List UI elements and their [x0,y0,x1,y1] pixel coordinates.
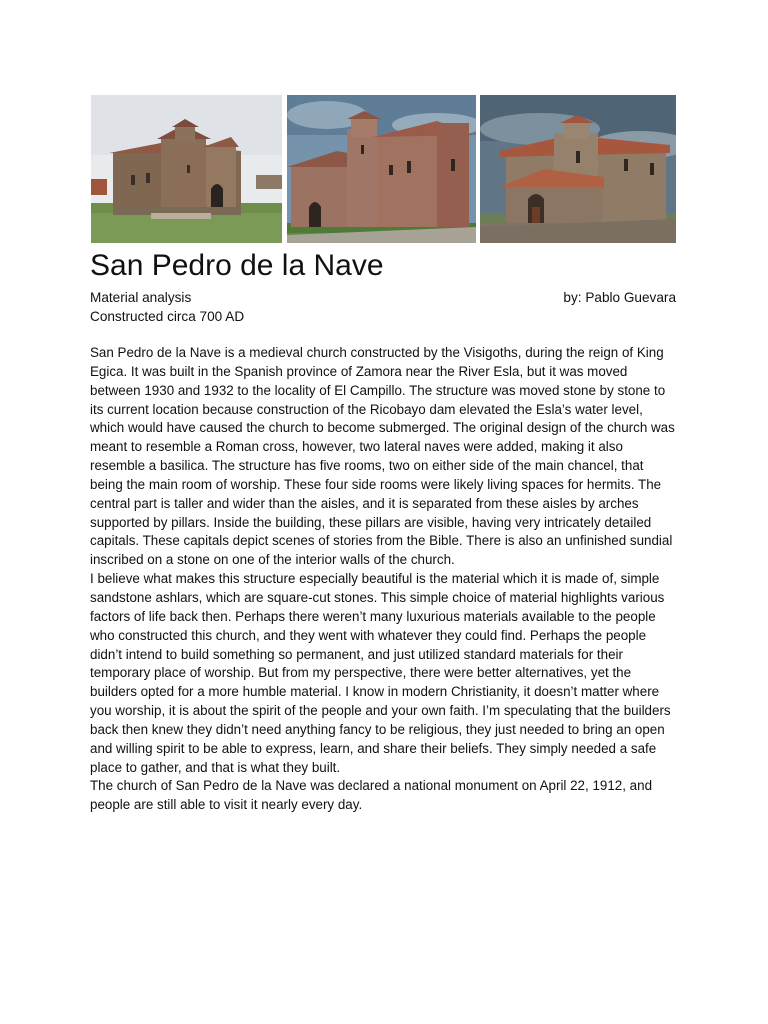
author-byline: by: Pablo Guevara [563,290,676,305]
photo-strip [91,95,676,243]
page-title: San Pedro de la Nave [90,249,384,282]
construction-date: Constructed circa 700 AD [90,308,245,324]
church-photo-2 [287,95,476,243]
meta-row [90,289,676,308]
paragraph-history: San Pedro de la Nave is a medieval church constructed by the Visigoths, during the reign of King Egica. It was built in the Spanish province of Zamora near the River Esla, but it was moved between 1930 and 1932 to the locality of El Campillo. The structure was moved stone by stone to its current location because construction of the Ricobayo dam elevated the Esla’s water level, which would have caused the church to become submerged. The original design of the church was meant to resemble a Roman cross, however, two lateral naves were added, making it also resemble a basilica. The structure has five rooms, two on either side of the main chancel, that being the main room of worship. These four side rooms were likely living spaces for hermits. The central part is taller and wider than the aisles, and it is separated from these aisles by arches supported by pillars. Inside the building, these pillars are visible, having very intricately detailed capitals. These capitals depict scenes of stories from the Bible. There is also an unfinished sundial inscribed on a stone on one of the interior walls of the church. [90,345,675,568]
church-photo-1 [91,95,282,243]
paragraph-material: I believe what makes this structure especially beautiful is the material which it is made of, simple sandstone ashlars, which are square-cut stones. This simple choice of material highlights various factors of life back then. Perhaps there weren’t many luxurious materials available to the people who constructed this church, and they went with whatever they could find. Perhaps the people didn’t intend to build something so permanent, and just utilized standard materials for their temporary place of worship. But from my perspective, there were better alternatives, yet the builders opted for a more humble material. I know in modern Christianity, it doesn’t matter where you worship, it is about the spirit of the people and your own faith. I’m speculating that the builders back then knew they didn’t need anything fancy to be religious, they just needed to bring an open and willing spirit to be able to express, learn, and share their beliefs. They simply needed a safe place to gather, and that is what they built. [90,571,671,775]
body-text [90,344,678,815]
church-photo-3 [480,95,676,243]
paragraph-monument: The church of San Pedro de la Nave was declared a national monument on April 22, 1912, and people are still able to visit it nearly every day. [90,778,653,813]
document-meta [90,289,676,326]
subtitle: Material analysis [90,290,192,305]
